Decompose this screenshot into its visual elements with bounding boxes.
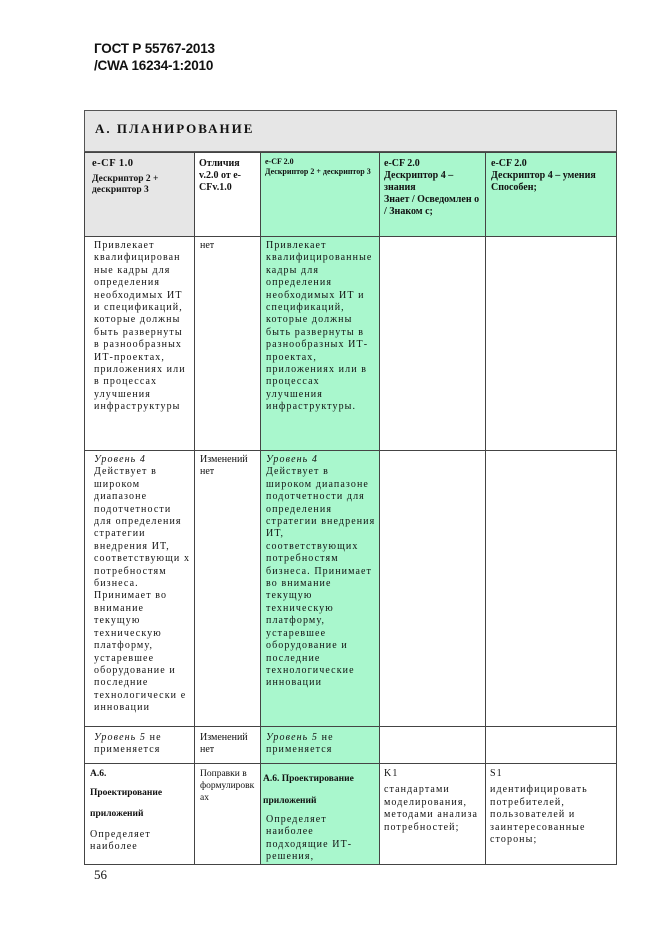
page-number: 56 [94, 867, 107, 882]
skill-code: S1 [490, 768, 503, 779]
level-label: Уровень 5 [94, 732, 147, 743]
grid-line [485, 152, 486, 865]
level-label: Уровень 4 [94, 454, 147, 465]
row4-c4 [384, 768, 484, 834]
competence-title: А.6. Проектирование приложений [263, 774, 354, 806]
row4-c2-text: Поправки в формулировках [200, 769, 255, 803]
column-subtitle: Дескриптор 4 – знания [384, 170, 454, 193]
column-title: e-CF 2.0 [384, 158, 420, 169]
row2-c1 [94, 454, 192, 715]
document-header [94, 40, 215, 74]
grid-line [260, 152, 261, 865]
section-title: А. ПЛАНИРОВАНИЕ [95, 121, 255, 136]
grid-line [84, 450, 617, 451]
grid-line [84, 236, 617, 237]
column-title: e-CF 2.0 [491, 158, 527, 169]
row3-c3 [266, 732, 378, 757]
row1-c2-text: нет [200, 240, 215, 251]
competence-code: А.6. [90, 769, 107, 779]
row2-c1-text: Действует в широком диапазоне подотчетности для определения стратегии внедрения ИТ, соответствующи х потребностям бизнеса. Принимает во внимание текущую техническую платформу, устаревшее оборудование и последние технологически е инновации [94, 466, 191, 714]
section-title-bar [84, 110, 617, 152]
level-label: Уровень 5 [266, 732, 319, 743]
row2-c3 [266, 454, 378, 690]
grid-line [616, 152, 617, 865]
row4-c5-text: идентифицировать потребителей, пользователей и заинтересованные стороны; [490, 784, 588, 846]
row4-c1 [90, 768, 192, 854]
grid-line [84, 726, 617, 727]
grid-line [84, 864, 617, 865]
row4-c4-text: стандартами моделирования, методами анализа потребностей; [384, 784, 479, 833]
grid-line [84, 152, 85, 865]
header-cell-c3 [265, 157, 377, 177]
column-note: Знает / Осведомлен о / Знаком с; [384, 194, 480, 217]
knowledge-code: K1 [384, 768, 399, 779]
standard-number: ГОСТ Р 55767-2013 [94, 41, 215, 56]
column-subtitle: Дескриптор 4 – умения [491, 170, 596, 181]
competence-title: Проектирование приложений [90, 788, 163, 819]
row1-c3-text: Привлекает квалифицированные кадры для определения необходимых ИТ и спецификаций, которые должны быть развернуты в разнообразных ИТ-проектах, приложениях или в процессах улучшения инфраструктуры. [266, 240, 373, 413]
standard-reference: /CWA 16234-1:2010 [94, 58, 214, 73]
level-label: Уровень 4 [266, 454, 319, 465]
row2-c3-text: Действует в широком диапазоне подотчетности для определения стратегии внедрения ИТ, соответствующих потребностям бизнеса. Принимает во внимание текущую техническую платформу, устаревшее оборудование и последние технологические инновации [266, 466, 376, 689]
column-subtitle: Дескриптор 2 + дескриптор 3 [92, 174, 159, 196]
grid-line [379, 152, 380, 865]
row4-c3 [263, 768, 377, 864]
column-note: Способен; [491, 182, 537, 193]
header-cell-c5 [491, 158, 615, 194]
row3-c1 [94, 732, 192, 757]
grid-line [194, 152, 195, 865]
row3-c2-text: Изменений нет [200, 732, 248, 756]
row1-c1-text: Привлекает квалифицирован ные кадры для определения необходимых ИТ и спецификаций, которые должны быть развернуты в разнообразных ИТ-проектах, приложениях или в процессах улучшения инфраструктуры [94, 240, 186, 413]
column-title: Отличия v.2.0 от e-CFv.1.0 [199, 158, 241, 193]
row4-c1-text: Определяет наиболее [90, 829, 151, 853]
row4-c3-text: Определяет наиболее подходящие ИТ-решения, [266, 814, 353, 863]
row2-c2-text: Изменений нет [200, 454, 248, 478]
column-subtitle: Дескриптор 2 + дескриптор 3 [265, 167, 371, 176]
header-cell-c4 [384, 158, 484, 218]
header-cell-c2 [199, 158, 257, 194]
header-cell-c1 [92, 158, 192, 196]
grid-line [84, 152, 617, 153]
row4-c5 [490, 768, 615, 846]
row3-c3-text: не применяется [266, 732, 334, 756]
grid-line [84, 763, 617, 764]
row3-c1-text: не применяется [94, 732, 162, 756]
column-title: e-CF 1.0 [92, 158, 134, 169]
column-title: e-CF 2.0 [265, 157, 294, 166]
